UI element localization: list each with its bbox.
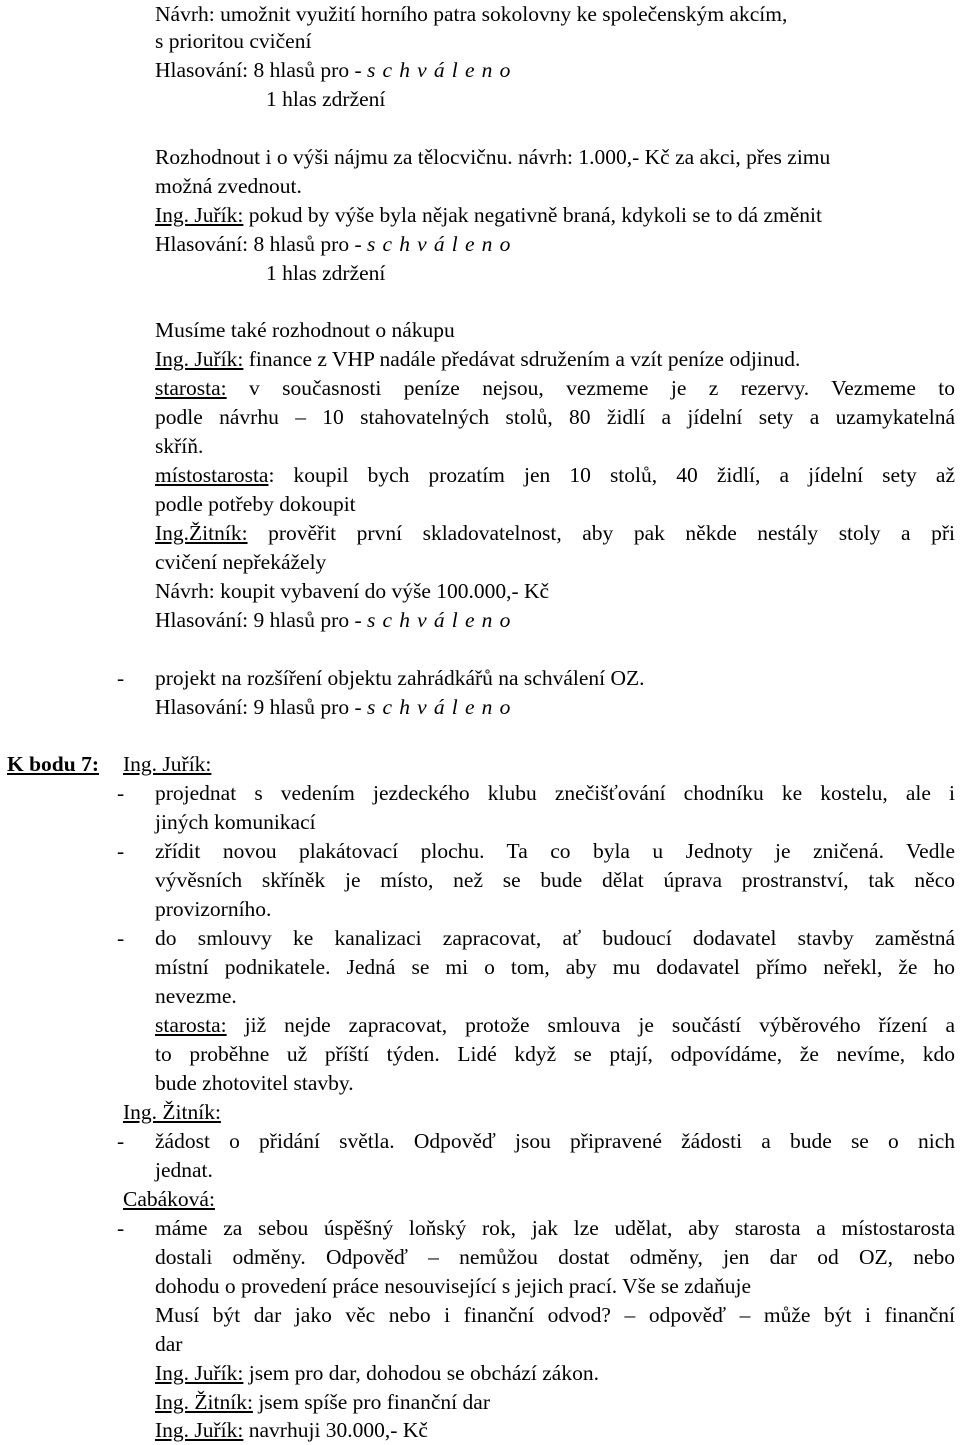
text-line xyxy=(155,0,787,29)
text: projekt na rozšíření objektu zahrádkářů na schválení OZ. xyxy=(155,666,645,690)
text-line xyxy=(155,201,822,230)
text: navrhuji 30.000,- Kč xyxy=(243,1418,428,1442)
text: podle návrhu – 10 stahovatelných stolů, 80 židlí a jídelní sety a uzamykatelná xyxy=(155,405,955,429)
text-line xyxy=(155,403,955,432)
text-line xyxy=(123,750,211,779)
text: nevezme. xyxy=(155,984,237,1008)
vote-line xyxy=(155,56,511,85)
speaker-name: Ing.Žitník: xyxy=(155,521,248,545)
text: pokud by výše byla nějak negativně braná, kdykoli se to dá změnit xyxy=(243,203,822,227)
speaker-name: Ing. Juřík: xyxy=(155,203,244,227)
bullet-dash: - xyxy=(117,1129,125,1153)
bullet-dash: - xyxy=(117,839,125,863)
list-item xyxy=(117,1214,124,1243)
text: zřídit novou plakátovací plochu. Ta co byla u Jednoty je zničená. Vedle xyxy=(155,839,955,863)
vote-line xyxy=(155,230,511,259)
text: s prioritou cvičení xyxy=(155,29,312,53)
text: vývěsních skříněk je místo, než se bude dělat úprava prostranství, tak něco xyxy=(155,868,955,892)
text: finance z VHP nadále předávat sdružením a vzít peníze odjinud. xyxy=(243,347,801,371)
text: : koupil bych prozatím jen 10 stolů, 40 židlí, a jídelní sety až xyxy=(268,463,955,487)
text: v současnosti peníze nejsou, vezmeme je z rezervy. Vezmeme to xyxy=(226,376,955,400)
text-line xyxy=(155,519,955,548)
text: Hlasování: 9 hlasů pro - xyxy=(155,608,367,632)
text-line xyxy=(155,316,455,345)
bullet-dash: - xyxy=(117,926,125,950)
text-line xyxy=(155,1156,213,1185)
text-line xyxy=(155,1069,354,1098)
speaker-name: starosta: xyxy=(155,1013,227,1037)
text-line xyxy=(155,1388,490,1417)
bullet-dash: - xyxy=(117,781,125,805)
text-line xyxy=(155,345,800,374)
text-line xyxy=(155,1330,182,1359)
text: to proběhne už příští týden. Lidé když se ptají, odpovídáme, že nevíme, kdo xyxy=(155,1042,955,1066)
text: Musíme také rozhodnout o nákupu xyxy=(155,318,455,342)
speaker-name: Ing. Juřík: xyxy=(155,1361,244,1385)
text-line xyxy=(155,953,955,982)
text-line xyxy=(155,577,549,606)
text-line xyxy=(155,982,237,1011)
text-line xyxy=(155,779,955,808)
text-line xyxy=(266,85,385,114)
text: jednat. xyxy=(155,1158,213,1182)
text: projednat s vedením jezdeckého klubu znečišťování chodníku ke kostelu, ale i xyxy=(155,781,955,805)
text: jiných komunikací xyxy=(155,810,316,834)
text: prověřit první skladovatelnost, aby pak někde nestály stoly a při xyxy=(247,521,955,545)
speaker-name: Ing. Žitník: xyxy=(123,1100,221,1124)
text-line xyxy=(155,1214,955,1243)
text-line xyxy=(155,1416,428,1445)
text: možná zvednout. xyxy=(155,174,302,198)
speaker-name: Ing. Juřík: xyxy=(155,347,244,371)
text: jsem pro dar, dohodou se obchází zákon. xyxy=(243,1361,599,1385)
bullet-dash: - xyxy=(117,666,125,690)
text: skříň. xyxy=(155,434,204,458)
text-line xyxy=(155,664,645,693)
text: 1 hlas zdržení xyxy=(266,261,386,285)
approved-text: s c h v á l e n o xyxy=(366,608,512,632)
text-line xyxy=(155,1359,599,1388)
text-line xyxy=(155,808,316,837)
speaker-name: Ing. Žitník: xyxy=(155,1390,253,1414)
text-line xyxy=(155,143,830,172)
text: Hlasování: 9 hlasů pro - xyxy=(155,695,367,719)
text-line xyxy=(155,432,203,461)
bullet-dash: - xyxy=(117,1216,125,1240)
speaker-name: starosta: xyxy=(155,376,227,400)
text: dostali odměny. Odpověď – nemůžou dostat odměny, jen dar od OZ, nebo xyxy=(155,1245,955,1269)
text: Návrh: umožnit využití horního patra sokolovny ke společenským akcím, xyxy=(155,2,788,26)
text-line xyxy=(155,1272,751,1301)
text-line xyxy=(155,374,955,403)
vote-line xyxy=(155,606,511,635)
text: již nejde zapracovat, protože smlouva je součástí výběrového řízení a xyxy=(226,1013,955,1037)
approved-text: s c h v á l e n o xyxy=(366,232,512,256)
text-line xyxy=(155,1301,955,1330)
approved-text: s c h v á l e n o xyxy=(366,58,512,82)
list-item xyxy=(117,779,124,808)
text: bude zhotovitel stavby. xyxy=(155,1071,354,1095)
text: podle potřeby dokoupit xyxy=(155,492,356,516)
vote-line xyxy=(155,693,511,722)
text-line xyxy=(155,837,955,866)
text: místní podnikatele. Jedná se mi o tom, aby mu dodavatel přímo neřekl, že ho xyxy=(155,955,955,979)
text-line xyxy=(155,1127,955,1156)
text-line xyxy=(155,895,271,924)
text-line xyxy=(155,1011,955,1040)
text-line xyxy=(155,490,356,519)
text: dohodu o provedení práce nesouvisející s jejich prací. Vše se zdaňuje xyxy=(155,1274,752,1298)
speaker-name: místostarosta xyxy=(155,463,269,487)
text-line xyxy=(155,548,326,577)
list-item xyxy=(117,837,124,866)
speaker-name: Ing. xyxy=(123,752,158,776)
text: Rozhodnout i o výši nájmu za tělocvičnu. návrh: 1.000,- Kč za akci, přes zimu xyxy=(155,145,831,169)
text: Hlasování: 8 hlasů pro - xyxy=(155,232,367,256)
text: 1 hlas zdržení xyxy=(266,87,386,111)
text-line xyxy=(155,924,955,953)
text-line xyxy=(155,461,955,490)
heading-text: K bodu 7: xyxy=(7,752,100,776)
text-line xyxy=(155,1243,955,1272)
text: provizorního. xyxy=(155,897,272,921)
text-line xyxy=(155,1040,955,1069)
speaker-name: Cabáková: xyxy=(123,1187,215,1211)
section-heading xyxy=(7,750,99,779)
text-line xyxy=(155,172,302,201)
speaker-name: Ing. Juřík: xyxy=(155,1418,244,1442)
text: Hlasování: 8 hlasů pro - xyxy=(155,58,367,82)
list-item xyxy=(117,664,124,693)
list-item xyxy=(117,924,124,953)
text: žádost o přidání světla. Odpověď jsou připravené žádosti a bude se o nich xyxy=(155,1129,955,1153)
text-line xyxy=(123,1098,221,1127)
text: cvičení nepřekážely xyxy=(155,550,327,574)
text: Návrh: koupit vybavení do výše 100.000,- Kč xyxy=(155,579,550,603)
speaker-name: Juřík: xyxy=(157,752,212,776)
text: jsem spíše pro finanční dar xyxy=(252,1390,490,1414)
text-line xyxy=(266,259,385,288)
text-line xyxy=(155,866,955,895)
text: máme za sebou úspěšný loňský rok, jak lze udělat, aby starosta a místostarosta xyxy=(155,1216,955,1240)
list-item xyxy=(117,1127,124,1156)
text-line xyxy=(123,1185,215,1214)
text-line xyxy=(155,27,311,56)
text: Musí být dar jako věc nebo i finanční odvod? – odpověď – může být i finanční xyxy=(155,1303,955,1327)
approved-text: s c h v á l e n o xyxy=(366,695,512,719)
text: do smlouvy ke kanalizaci zapracovat, ať budoucí dodavatel stavby zaměstná xyxy=(155,926,955,950)
text: dar xyxy=(155,1332,183,1356)
